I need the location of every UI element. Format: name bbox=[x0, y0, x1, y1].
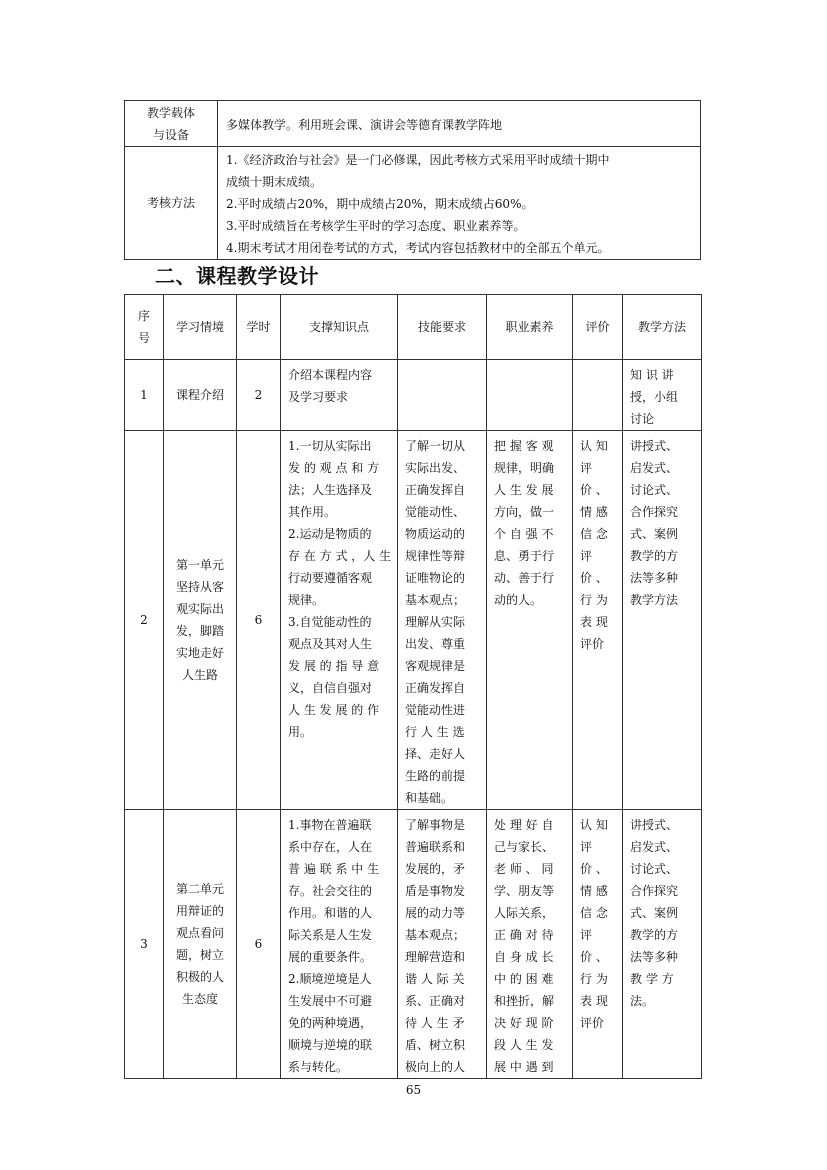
table-row bbox=[125, 431, 702, 810]
cell-methods-line: 法等多种 bbox=[630, 571, 679, 585]
cell-methods-line: 教学的方 bbox=[630, 549, 679, 563]
table-row bbox=[125, 810, 702, 1079]
cell-methods bbox=[623, 360, 702, 431]
cell-situation-line: 观实际出 bbox=[175, 602, 224, 616]
header-skills: 技能要求 bbox=[398, 295, 487, 360]
cell-evaluation-line: 评 bbox=[580, 928, 593, 942]
cell-evaluation-line: 信 念 bbox=[580, 906, 608, 920]
cell-literacy-line: 人 生 发 展 bbox=[494, 483, 554, 497]
cell-literacy bbox=[487, 810, 573, 1079]
cell-knowledge-line: 2.顺境逆境是人 bbox=[288, 972, 372, 986]
cell-evaluation-line: 评价 bbox=[580, 1016, 605, 1030]
cell-situation-line: 发，脚踏 bbox=[175, 624, 224, 638]
cell-situation-line: 实地走好 bbox=[175, 646, 224, 660]
assessment-line: 3.平时成绩旨在考核学生平时的学习态度、职业素养等。 bbox=[226, 219, 526, 233]
cell-methods-line: 教学的方 bbox=[630, 928, 679, 942]
carrier-label bbox=[125, 101, 218, 147]
cell-skills-line: 理解从实际 bbox=[405, 615, 466, 629]
table-header-row bbox=[125, 295, 702, 360]
cell-evaluation-line: 价 、 bbox=[580, 571, 608, 585]
cell-literacy-line: 自 身 成 长 bbox=[494, 950, 554, 964]
cell-knowledge-line: 介绍本课程内容 bbox=[288, 368, 373, 382]
cell-situation-line: 第一单元 bbox=[175, 558, 224, 572]
cell-skills-line: 基本观点； bbox=[405, 593, 466, 607]
cell-skills-line: 规律性等辩 bbox=[405, 549, 466, 563]
cell-literacy-line: 段 人 生 发 bbox=[494, 1038, 554, 1052]
cell-skills-line: 出发、尊重 bbox=[405, 637, 466, 651]
cell-methods-line: 启发式、 bbox=[630, 840, 679, 854]
cell-evaluation bbox=[573, 360, 623, 431]
carrier-label-line: 教学载体 bbox=[146, 105, 195, 120]
cell-situation-line: 坚持从客 bbox=[175, 580, 224, 594]
cell-knowledge-line: 系中存在，人在 bbox=[288, 840, 373, 854]
cell-knowledge-line: 展的重要条件。 bbox=[288, 950, 373, 964]
page-number: 65 bbox=[405, 1083, 422, 1097]
cell-skills-line: 觉能动性、 bbox=[405, 505, 466, 519]
cell-literacy-line: 处 理 好 自 bbox=[494, 818, 554, 832]
cell-methods-line: 法。 bbox=[630, 994, 655, 1008]
cell-hours: 6 bbox=[237, 810, 281, 1079]
cell-skills-line: 物质运动的 bbox=[405, 527, 466, 541]
cell-methods-line: 讨论式、 bbox=[630, 483, 679, 497]
cell-evaluation-line: 认 知 bbox=[580, 818, 608, 832]
cell-knowledge-line: 发 的 观 点 和 方 bbox=[288, 461, 380, 475]
cell-knowledge-line: 用。 bbox=[288, 725, 313, 739]
cell-literacy-line: 学、朋友等 bbox=[494, 884, 555, 898]
cell-number: 2 bbox=[125, 431, 164, 810]
cell-literacy-line: 展 中 遇 到 bbox=[494, 1060, 554, 1074]
cell-skills bbox=[398, 431, 487, 810]
cell-situation-line: 人生路 bbox=[181, 668, 218, 682]
cell-skills-line: 了解一切从 bbox=[405, 439, 466, 453]
cell-knowledge-line: 存 在 方 式 ，人 生 bbox=[288, 549, 392, 563]
cell-skills-line: 客观规律是 bbox=[405, 659, 466, 673]
header-evaluation: 评价 bbox=[573, 295, 623, 360]
header-number bbox=[125, 295, 164, 360]
cell-skills-line: 行 人 生 选 bbox=[405, 725, 465, 739]
cell-methods-line: 教 学 方 bbox=[630, 972, 674, 986]
cell-evaluation-line: 评价 bbox=[580, 637, 605, 651]
cell-evaluation-line: 情 感 bbox=[580, 505, 608, 519]
cell-situation bbox=[164, 431, 237, 810]
cell-knowledge-line: 规律。 bbox=[288, 593, 325, 607]
header-hours: 学时 bbox=[237, 295, 281, 360]
table-row bbox=[125, 360, 702, 431]
cell-knowledge-line: 人 生 发 展 的 作 bbox=[288, 703, 380, 717]
cell-skills-line: 了解事物是 bbox=[405, 818, 466, 832]
cell-skills bbox=[398, 810, 487, 1079]
cell-knowledge bbox=[281, 431, 398, 810]
cell-literacy bbox=[487, 431, 573, 810]
cell-evaluation-line: 表 现 bbox=[580, 994, 608, 1008]
cell-hours: 2 bbox=[237, 360, 281, 431]
cell-number: 3 bbox=[125, 810, 164, 1079]
course-design-table bbox=[124, 294, 702, 1079]
cell-knowledge-line: 作用。和谐的人 bbox=[288, 906, 373, 920]
cell-situation-line: 积极的人 bbox=[175, 970, 224, 984]
cell-hours: 6 bbox=[237, 431, 281, 810]
cell-literacy-line: 把 握 客 观 bbox=[494, 439, 554, 453]
cell-evaluation-line: 价 、 bbox=[580, 950, 608, 964]
cell-skills-line: 证唯物论的 bbox=[405, 571, 466, 585]
cell-literacy-line: 方向，做一 bbox=[494, 505, 555, 519]
cell-evaluation-line: 行 为 bbox=[580, 593, 608, 607]
cell-skills-line: 谐 人 际 关 bbox=[405, 972, 465, 986]
cell-skills-line: 觉能动性进 bbox=[405, 703, 466, 717]
cell-evaluation-line: 评 bbox=[580, 549, 593, 563]
cell-knowledge-line: 普 遍 联 系 中 生 bbox=[288, 862, 380, 876]
carrier-row bbox=[125, 101, 701, 147]
cell-skills-line: 盾、树立积 bbox=[405, 1038, 466, 1052]
cell-situation-line: 观点看问 bbox=[175, 926, 224, 940]
course-info-table bbox=[124, 100, 701, 260]
cell-knowledge bbox=[281, 360, 398, 431]
cell-skills-line: 待 人 生 矛 bbox=[405, 1016, 465, 1030]
assessment-line: 1.《经济政治与社会》是一门必修课，因此考核方式采用平时成绩十期中 bbox=[226, 153, 610, 167]
cell-skills-line: 实际出发、 bbox=[405, 461, 466, 475]
cell-literacy-line: 个 自 强 不 bbox=[494, 527, 554, 541]
cell-evaluation-line: 表 现 bbox=[580, 615, 608, 629]
cell-knowledge-line: 存。社会交往的 bbox=[288, 884, 373, 898]
carrier-value: 多媒体教学。利用班会课、演讲会等德育课教学阵地 bbox=[218, 101, 701, 147]
cell-methods bbox=[623, 810, 702, 1079]
cell-methods-line: 式、案例 bbox=[630, 527, 679, 541]
assessment-label: 考核方法 bbox=[125, 147, 218, 260]
cell-methods-line: 合作探究 bbox=[630, 505, 679, 519]
carrier-label-line: 与设备 bbox=[152, 127, 189, 142]
cell-skills-line: 普遍联系和 bbox=[405, 840, 466, 854]
cell-knowledge-line: 生发展中不可避 bbox=[288, 994, 373, 1008]
cell-knowledge-line: 系与转化。 bbox=[288, 1060, 349, 1074]
assessment-line: 成绩十期末成绩。 bbox=[226, 175, 323, 189]
cell-literacy-line: 和挫折，解 bbox=[494, 994, 555, 1008]
cell-literacy-line: 己与家长、 bbox=[494, 840, 555, 854]
cell-literacy-line: 老 师 、 同 bbox=[494, 862, 554, 876]
cell-skills-line: 择、走好人 bbox=[405, 747, 466, 761]
assessment-row bbox=[125, 147, 701, 260]
cell-skills bbox=[398, 360, 487, 431]
header-literacy: 职业素养 bbox=[487, 295, 573, 360]
cell-literacy bbox=[487, 360, 573, 431]
cell-knowledge-line: 行动要遵循客观 bbox=[288, 571, 373, 585]
cell-skills-line: 系、正确对 bbox=[405, 994, 466, 1008]
cell-knowledge bbox=[281, 810, 398, 1079]
section-heading: 二、课程教学设计 bbox=[155, 264, 319, 288]
cell-evaluation-line: 认 知 bbox=[580, 439, 608, 453]
header-situation: 学习情境 bbox=[164, 295, 237, 360]
cell-situation-line: 用辩证的 bbox=[175, 904, 224, 918]
cell-skills-line: 和基础。 bbox=[405, 791, 454, 805]
assessment-value bbox=[218, 147, 701, 260]
assessment-line: 2.平时成绩占20%，期中成绩占20%，期末成绩占60%。 bbox=[226, 197, 534, 211]
cell-skills-line: 正确发挥自 bbox=[405, 483, 466, 497]
cell-skills-line: 基本观点； bbox=[405, 928, 466, 942]
header-number-line: 号 bbox=[137, 331, 150, 345]
cell-evaluation-line: 行 为 bbox=[580, 972, 608, 986]
cell-knowledge-line: 免的两种境遇， bbox=[288, 1016, 373, 1030]
cell-skills-line: 盾是事物发 bbox=[405, 884, 466, 898]
cell-knowledge-line: 发 展 的 指 导 意 bbox=[288, 659, 380, 673]
cell-knowledge-line: 其作用。 bbox=[288, 505, 337, 519]
cell-situation bbox=[164, 810, 237, 1079]
cell-literacy-line: 规律，明确 bbox=[494, 461, 555, 475]
cell-evaluation-line: 情 感 bbox=[580, 884, 608, 898]
cell-methods-line: 讨论式、 bbox=[630, 862, 679, 876]
cell-methods-line: 讲授式、 bbox=[630, 439, 679, 453]
cell-evaluation bbox=[573, 810, 623, 1079]
cell-knowledge-line: 1.事物在普遍联 bbox=[288, 818, 372, 832]
cell-skills-line: 正确发挥自 bbox=[405, 681, 466, 695]
cell-literacy-line: 息、勇于行 bbox=[494, 549, 555, 563]
cell-methods-line: 式、案例 bbox=[630, 906, 679, 920]
cell-methods-line: 讨论 bbox=[630, 412, 655, 426]
cell-number: 1 bbox=[125, 360, 164, 431]
cell-methods-line: 启发式、 bbox=[630, 461, 679, 475]
cell-evaluation bbox=[573, 431, 623, 810]
cell-knowledge-line: 3.自觉能动性的 bbox=[288, 615, 372, 629]
cell-evaluation-line: 评 bbox=[580, 840, 593, 854]
cell-evaluation-line: 信 念 bbox=[580, 527, 608, 541]
cell-evaluation-line: 价 、 bbox=[580, 862, 608, 876]
cell-evaluation-line: 价 、 bbox=[580, 483, 608, 497]
cell-knowledge-line: 及学习要求 bbox=[288, 390, 349, 404]
cell-skills-line: 生路的前提 bbox=[405, 769, 466, 783]
cell-knowledge-line: 观点及其对人生 bbox=[288, 637, 373, 651]
cell-knowledge-line: 1.一切从实际出 bbox=[288, 439, 372, 453]
cell-evaluation-line: 评 bbox=[580, 461, 593, 475]
cell-skills-line: 理解营造和 bbox=[405, 950, 466, 964]
header-knowledge: 支撑知识点 bbox=[281, 295, 398, 360]
cell-literacy-line: 动、善于行 bbox=[494, 571, 555, 585]
header-number-line: 序 bbox=[137, 309, 150, 323]
cell-literacy-line: 中 的 困 难 bbox=[494, 972, 554, 986]
cell-situation-line: 生态度 bbox=[181, 992, 218, 1006]
cell-skills-line: 展的动力等 bbox=[405, 906, 466, 920]
cell-methods bbox=[623, 431, 702, 810]
cell-literacy-line: 人际关系， bbox=[494, 906, 555, 920]
cell-methods-line: 教学方法 bbox=[630, 593, 679, 607]
cell-literacy-line: 动的人。 bbox=[494, 593, 543, 607]
cell-methods-line: 合作探究 bbox=[630, 884, 679, 898]
cell-methods-line: 授，小组 bbox=[630, 390, 679, 404]
cell-literacy-line: 决 好 现 阶 bbox=[494, 1016, 554, 1030]
cell-situation bbox=[164, 360, 237, 431]
cell-methods-line: 知 识 讲 bbox=[630, 368, 674, 382]
cell-situation-line: 课程介绍 bbox=[175, 388, 224, 402]
cell-situation-line: 题，树立 bbox=[175, 948, 224, 962]
cell-literacy-line: 正 确 对 待 bbox=[494, 928, 554, 942]
cell-knowledge-line: 义，自信自强对 bbox=[288, 681, 373, 695]
cell-methods-line: 法等多种 bbox=[630, 950, 679, 964]
cell-skills-line: 发展的，矛 bbox=[405, 862, 466, 876]
cell-knowledge-line: 法；人生选择及 bbox=[288, 483, 373, 497]
cell-knowledge-line: 2.运动是物质的 bbox=[288, 527, 372, 541]
cell-skills-line: 极向上的人 bbox=[405, 1060, 466, 1074]
cell-situation-line: 第二单元 bbox=[175, 882, 224, 896]
assessment-line: 4.期末考试才用闭卷考试的方式，考试内容包括教材中的全部五个单元。 bbox=[226, 241, 610, 255]
cell-methods-line: 讲授式、 bbox=[630, 818, 679, 832]
cell-knowledge-line: 际关系是人生发 bbox=[288, 928, 373, 942]
cell-knowledge-line: 顺境与逆境的联 bbox=[288, 1038, 373, 1052]
header-methods: 教学方法 bbox=[623, 295, 702, 360]
